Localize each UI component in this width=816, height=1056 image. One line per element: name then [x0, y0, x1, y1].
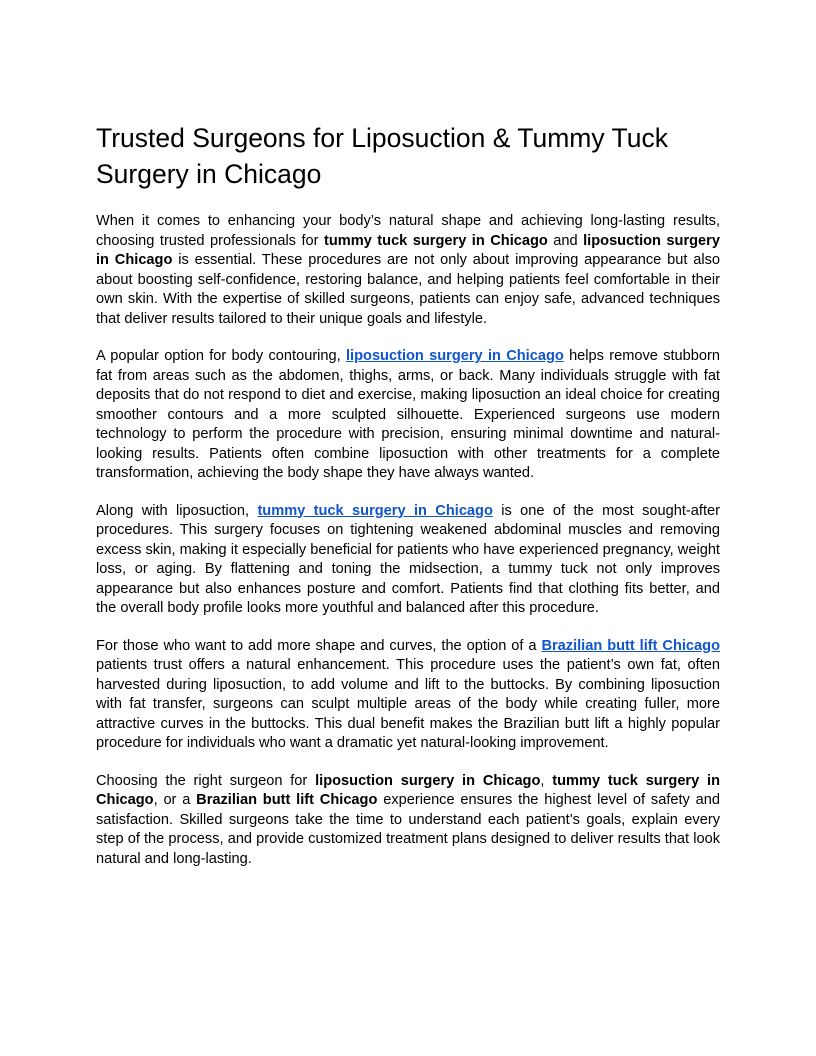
document-title: Trusted Surgeons for Liposuction & Tummy Tuck Surgery in Chicago [96, 123, 668, 189]
paragraph-2 [96, 347, 720, 484]
text-run: helps remove stubborn fat from areas such as the abdomen, thighs, arms, or back. Many individuals struggle with fat deposits that do not respond to diet and exercise, making liposuction an ideal choice for creating smoother contours and a more sculpted silhouette. Experienced surgeons use modern technology to perform the procedure with precision, ensuring minimal downtime and natural-looking results. Patients often combine liposuction with other treatments for a complete transformation, achieving the body shape they have always wanted. [96, 348, 720, 481]
text-run: , [540, 772, 553, 789]
bold-phrase: tummy tuck surgery in Chicago [323, 232, 548, 249]
bold-phrase: liposuction surgery in Chicago [315, 772, 541, 789]
paragraph-1 [96, 212, 720, 329]
text-run: When it comes to enhancing your body’s natural shape and achieving long-lasting results, choosing trusted professionals for [96, 213, 720, 249]
inline-link[interactable]: Brazilian butt lift Chicago [541, 637, 720, 654]
document-page [96, 120, 720, 887]
text-run: , or a [153, 792, 197, 808]
paragraph-4 [96, 637, 720, 754]
document-body [96, 212, 720, 869]
text-run: Along with liposuction, [96, 502, 258, 519]
text-run: experience ensures the highest level of safety and satisfaction. Skilled surgeons take the time to understand each patient’s goals, explain every step of the process, and provide customized treatment plans designed to deliver results that look natural and long-lasting. [96, 792, 721, 867]
text-run: is essential. These procedures are not only about improving appearance but also about boosting self-confidence, restoring balance, and helping patients feel comfortable in their own skin. With the expertise of skilled surgeons, patients can enjoy safe, advanced techniques that deliver results tailored to their unique goals and lifestyle. [96, 252, 720, 327]
text-run: Choosing the right surgeon for [96, 772, 316, 789]
bold-phrase: liposuction surgery in Chicago [96, 232, 720, 268]
bold-phrase: Brazilian butt lift Chicago [196, 792, 378, 808]
text-run: patients trust offers a natural enhancement. This procedure uses the patient’s own fat, often harvested during liposuction, to add volume and lift to the buttocks. By combining liposuction with fat transfer, surgeons can sculpt multiple areas of the body while creating fuller, more attractive curves in the buttocks. This dual benefit makes the Brazilian butt lift a highly popular procedure for individuals who want a dramatic yet natural-looking improvement. [96, 657, 720, 751]
inline-link[interactable]: tummy tuck surgery in Chicago [257, 502, 493, 519]
text-run: is one of the most sought-after procedures. This surgery focuses on tightening weakened abdominal muscles and removing excess skin, making it especially beneficial for patients who have experienced pregnancy, weight loss, or aging. By flattening and toning the midsection, a tummy tuck not only improves appearance but also enhances posture and comfort. Patients find that clothing fits better, and the overall body profile looks more youthful and balanced after this procedure. [96, 502, 720, 616]
paragraph-5 [96, 772, 720, 870]
bold-phrase: tummy tuck surgery in Chicago [96, 772, 720, 808]
paragraph-3 [96, 502, 720, 619]
text-run: A popular option for body contouring, [96, 348, 346, 364]
text-run: and [547, 232, 584, 249]
text-run: For those who want to add more shape and curves, the option of a [96, 637, 542, 654]
inline-link[interactable]: liposuction surgery in Chicago [346, 348, 564, 364]
